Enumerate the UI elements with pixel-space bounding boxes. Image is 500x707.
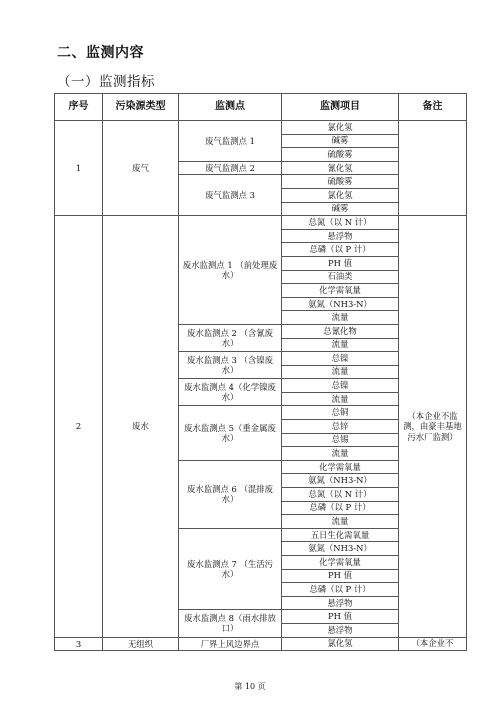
monitoring-item-cell: 氰化氢 xyxy=(282,161,399,175)
monitoring-point-cell: 废气监测点 3 xyxy=(179,175,282,216)
header-source-type: 污染源类型 xyxy=(103,94,179,121)
monitoring-item-cell: 氯化氢 xyxy=(282,637,399,651)
monitoring-item-cell: 氯化氢 xyxy=(282,121,399,135)
monitoring-item-cell: 化学需氧量 xyxy=(282,556,399,570)
monitoring-item-cell: 总锌 xyxy=(282,420,399,434)
table-header-row xyxy=(55,94,467,121)
monitoring-item-cell: 悬浮物 xyxy=(282,623,399,637)
monitoring-item-cell: 总氮（以 N 计） xyxy=(282,488,399,502)
monitoring-point-cell: 废水监测点 6 （混排废水） xyxy=(179,460,282,528)
remark-cell: （本企业不监测，由豪丰基地污水厂监测） xyxy=(399,216,467,637)
row-number-cell: 3 xyxy=(55,637,103,651)
monitoring-item-cell: 流量 xyxy=(282,515,399,529)
monitoring-item-cell: 氯化氢 xyxy=(282,188,399,202)
monitoring-item-cell: 总铜 xyxy=(282,406,399,420)
source-type-cell: 废气 xyxy=(103,121,179,216)
monitoring-item-cell: 总磷（以 P 计） xyxy=(282,501,399,515)
monitoring-item-cell: 化学需氧量 xyxy=(282,460,399,474)
monitoring-point-cell: 厂界上风边界点 xyxy=(179,637,282,651)
monitoring-item-cell: 化学需氧量 xyxy=(282,284,399,298)
monitoring-item-cell: 悬浮物 xyxy=(282,596,399,610)
monitoring-item-cell: 氨氮（NH3-N） xyxy=(282,474,399,488)
subsection-heading: （一）监测指标 xyxy=(57,74,155,90)
monitoring-point-cell: 废水监测点 1 （前处理废水） xyxy=(179,216,282,325)
monitoring-item-cell: 五日生化需氧量 xyxy=(282,528,399,542)
monitoring-item-cell: 总氰化物 xyxy=(282,324,399,338)
header-monitoring-point: 监测点 xyxy=(179,94,282,121)
header-monitoring-item: 监测项目 xyxy=(282,94,399,121)
monitoring-item-cell: PH 值 xyxy=(282,569,399,583)
monitoring-item-cell: 碱雾 xyxy=(282,134,399,148)
page-number: 第 10 页 xyxy=(234,682,266,691)
monitoring-indicators-table xyxy=(54,93,467,651)
source-type-cell: 废水 xyxy=(103,216,179,637)
table-row xyxy=(55,216,467,230)
monitoring-item-cell: 悬浮物 xyxy=(282,229,399,243)
row-number-cell: 1 xyxy=(55,121,103,216)
section-heading: 二、监测内容 xyxy=(57,45,144,61)
monitoring-item-cell: 总磷（以 P 计） xyxy=(282,243,399,257)
monitoring-item-cell: 总氮（以 N 计） xyxy=(282,216,399,230)
monitoring-item-cell: 总镍 xyxy=(282,352,399,366)
header-remark: 备注 xyxy=(399,94,467,121)
monitoring-item-cell: 流量 xyxy=(282,447,399,461)
monitoring-item-cell: PH 值 xyxy=(282,256,399,270)
monitoring-item-cell: 总镍 xyxy=(282,379,399,393)
monitoring-item-cell: 流量 xyxy=(282,365,399,379)
monitoring-item-cell: 流量 xyxy=(282,338,399,352)
header-no: 序号 xyxy=(55,94,103,121)
monitoring-item-cell: 总锡 xyxy=(282,433,399,447)
row-number-cell: 2 xyxy=(55,216,103,637)
table-row xyxy=(55,637,467,651)
monitoring-item-cell: 流量 xyxy=(282,392,399,406)
monitoring-item-cell: 石油类 xyxy=(282,270,399,284)
remark-cell xyxy=(399,121,467,216)
monitoring-point-cell: 废水监测点 5（重金属废水） xyxy=(179,406,282,460)
monitoring-item-cell: PH 值 xyxy=(282,610,399,624)
monitoring-point-cell: 废气监测点 2 xyxy=(179,161,282,175)
monitoring-point-cell: 废水监测点 2 （含氰废水） xyxy=(179,324,282,351)
monitoring-item-cell: 流量 xyxy=(282,311,399,325)
monitoring-point-cell: 废水监测点 3 （含镍废水） xyxy=(179,352,282,379)
monitoring-item-cell: 硫酸雾 xyxy=(282,175,399,189)
monitoring-point-cell: 废水监测点 4（化学镍废水） xyxy=(179,379,282,406)
table-body xyxy=(55,121,467,651)
monitoring-item-cell: 总磷（以 P 计） xyxy=(282,583,399,597)
source-type-cell: 无组织 xyxy=(103,637,179,651)
table-row xyxy=(55,121,467,135)
monitoring-item-cell: 氨氮（NH3-N） xyxy=(282,297,399,311)
monitoring-item-cell: 碱雾 xyxy=(282,202,399,216)
remark-cell: （本企业不 xyxy=(399,637,467,651)
monitoring-point-cell: 废气监测点 1 xyxy=(179,121,282,162)
monitoring-point-cell: 废水监测点 8（雨水排放口） xyxy=(179,610,282,637)
monitoring-item-cell: 硫酸雾 xyxy=(282,148,399,162)
monitoring-item-cell: 氨氮（NH3-N） xyxy=(282,542,399,556)
monitoring-point-cell: 废水监测点 7 （生活污水） xyxy=(179,528,282,610)
